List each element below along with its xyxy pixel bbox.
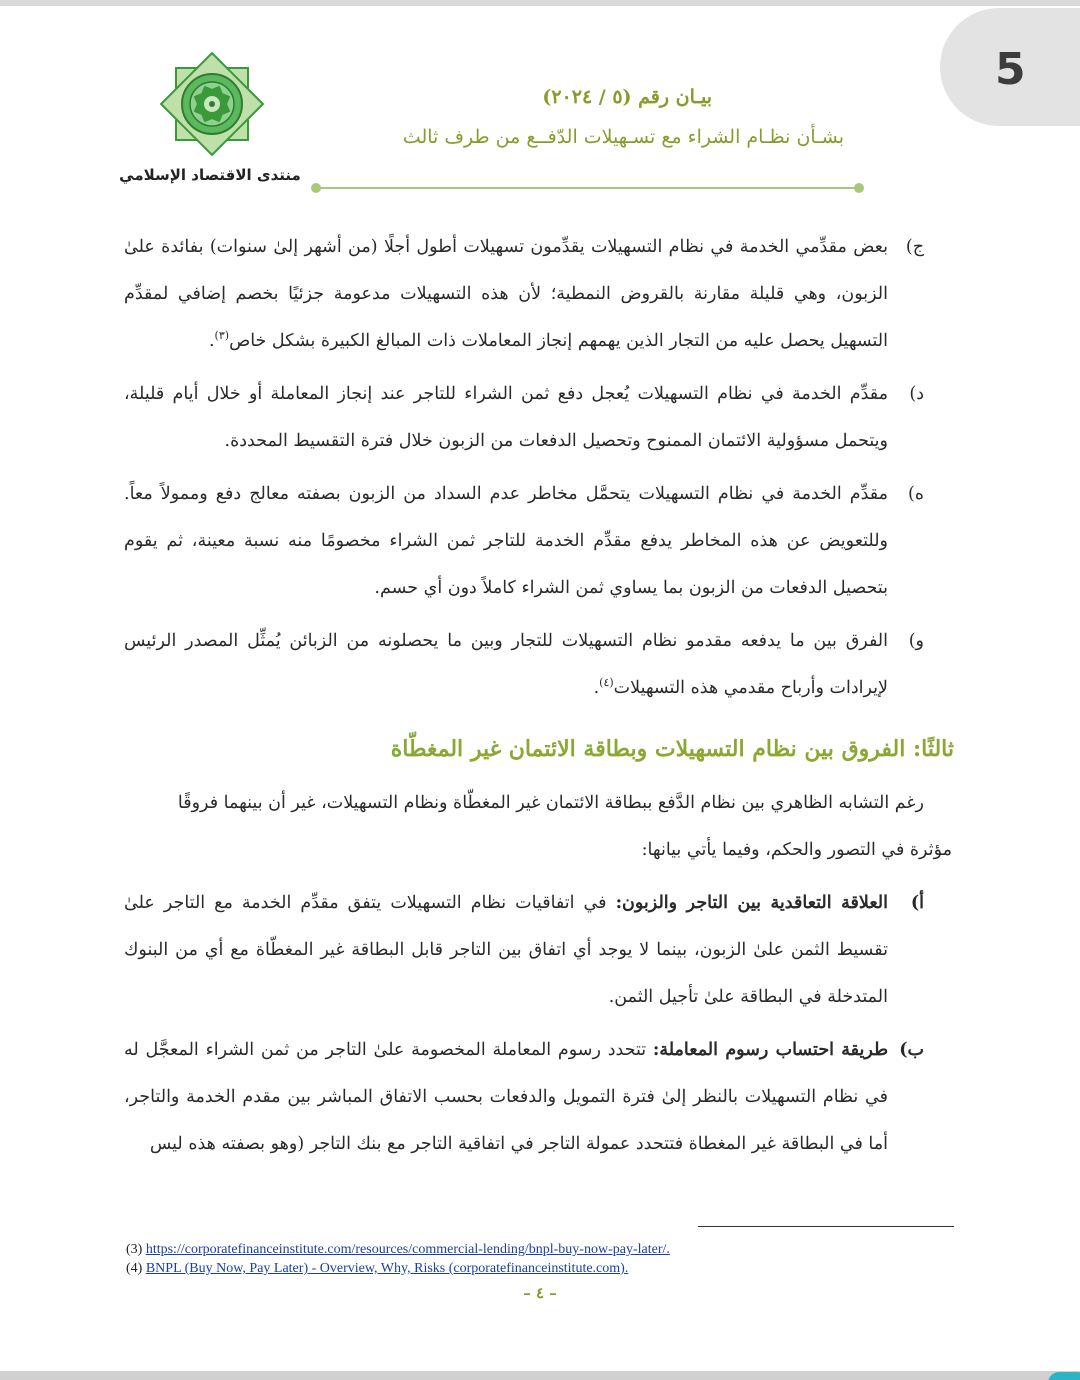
- bottom-divider: [0, 1371, 1080, 1380]
- list-marker: أ): [910, 893, 924, 913]
- intro-line-2: مؤثرة في التصور والحكم، وفيما يأتي بيانها:: [641, 840, 952, 860]
- punctuation: .: [593, 678, 600, 698]
- list-marker: و): [908, 631, 924, 651]
- point-title: طريقة احتساب رسوم المعاملة:: [652, 1040, 888, 1060]
- section-heading: ثالثًا: الفروق بين نظام التسهيلات وبطاقة الائتمان غير المغطّاة: [390, 736, 954, 762]
- page-number: – ٤ –: [523, 1284, 557, 1302]
- list-item: [124, 371, 924, 465]
- list-marker: ه): [908, 484, 924, 504]
- document-body: [124, 224, 954, 1174]
- floating-button-icon[interactable]: [1048, 1372, 1080, 1380]
- list-item: [124, 618, 924, 712]
- point-text: في اتفاقيات نظام التسهيلات يتفق مقدِّم الخدمة مع التاجر علىٰ تقسيط الثمن علىٰ الزبون، بينما لا يوجد أي اتفاق بين التاجر قابل البطاقة غير المغطّاة مع أي من البنوك المتدخلة في البطاقة علىٰ تأجيل الثمن.: [124, 893, 888, 1007]
- footnote-number: (3): [126, 1242, 143, 1257]
- list-item-text: الفرق بين ما يدفعه مقدمو نظام التسهيلات للتجار وبين ما يحصلونه من الزبائن يُمثِّل المصدر الرئيس لإيرادات وأرباح مقدمي هذه التسهيلات: [124, 631, 888, 698]
- list-marker: ج): [905, 237, 924, 257]
- footnote: [126, 1259, 670, 1278]
- list-item: [124, 880, 924, 1021]
- footnote-number: (4): [126, 1261, 143, 1276]
- list-item-text: مقدِّم الخدمة في نظام التسهيلات يتحمَّل مخاطر عدم السداد من الزبون بصفته معالج دفع وممولاً معاً. وللتعويض عن هذه المخاطر يدفع مقدِّم الخدمة للتاجر ثمن الشراء مخصومًا منه نسبة معينة، ثم يقوم بتحصيل الدفعات من الزبون بما يساوي ثمن الشراء كاملاً دون أي حسم.: [124, 484, 888, 598]
- top-divider: [0, 0, 1080, 6]
- punctuation: .: [208, 331, 215, 351]
- list-marker: ب): [899, 1040, 924, 1060]
- header-rule: [316, 187, 860, 189]
- list-item-text: بعض مقدِّمي الخدمة في نظام التسهيلات يقدِّمون تسهيلات أطول أجلًا (من أشهر إلىٰ سنوات) بفائدة علىٰ الزبون، وهي قليلة مقارنة بالقروض النمطية؛ لأن هذه التسهيلات مدعومة جزئيًا بخصم إضافي لمقدِّم التسهيل يحصل عليه من التجار الذين يهمهم إنجاز المعاملات ذات المبالغ الكبيرة بشكل خاص: [124, 237, 888, 351]
- forum-logo-icon: [160, 52, 264, 156]
- footnote-rule: [698, 1226, 954, 1227]
- footnote-link[interactable]: BNPL (Buy Now, Pay Later) - Overview, Why, Risks (corporatefinanceinstitute.com).: [145, 1261, 629, 1276]
- doc-title: بيـان رقم (٥ / ٢٠٢٤): [542, 86, 712, 108]
- point-text: تتحدد رسوم المعاملة المخصومة علىٰ التاجر من ثمن الشراء المعجَّل له في نظام التسهيلات بالنظر إلىٰ فترة التمويل والدفعات بحسب الاتفاق المباشر بين مقدم الخدمة والتاجر، أما في البطاقة غير المغطاة فتتحدد عمولة التاجر في اتفاقية التاجر مع بنك التاجر (وهو بصفته هذه ليس: [124, 1040, 888, 1154]
- header-rule-dot-left: [311, 183, 321, 193]
- footnote-link[interactable]: https://corporatefinanceinstitute.com/resources/commercial-lending/bnpl-buy-now-pay-later/.: [145, 1242, 670, 1257]
- page-tab: [940, 8, 1080, 126]
- footnote-ref[interactable]: (٣): [214, 329, 230, 343]
- list-item-text: مقدِّم الخدمة في نظام التسهيلات يُعجل دفع ثمن الشراء للتاجر عند إنجاز المعاملة أو خلال أيام قليلة، ويتحمل مسؤولية الائتمان الممنوح وتحصيل الدفعات من الزبون خلال فترة التقسيط المحددة.: [124, 384, 888, 451]
- doc-subtitle: بشـأن نظـام الشراء مع تسـهيلات الدّفــع من طرف ثالث: [402, 126, 844, 148]
- section-intro: [124, 780, 952, 874]
- point-title: العلاقة التعاقدية بين التاجر والزبون:: [615, 893, 889, 913]
- footnote: [126, 1240, 670, 1259]
- list-item: [124, 471, 924, 612]
- footnote-ref[interactable]: (٤): [599, 676, 614, 690]
- page-tab-number: 5: [995, 44, 1026, 95]
- list-item: [124, 224, 924, 365]
- header-rule-dot-right: [854, 183, 864, 193]
- list-marker: د): [909, 384, 924, 404]
- list-item: [124, 1027, 924, 1168]
- footnotes: [126, 1240, 670, 1278]
- org-name: منتدى الاقتصاد الإسلامي: [119, 166, 301, 184]
- intro-line-1: رغم التشابه الظاهري بين نظام الدَّفع ببطاقة الائتمان غير المغطّاة ونظام التسهيلات، غير أن بينهما فروقًا: [177, 793, 924, 813]
